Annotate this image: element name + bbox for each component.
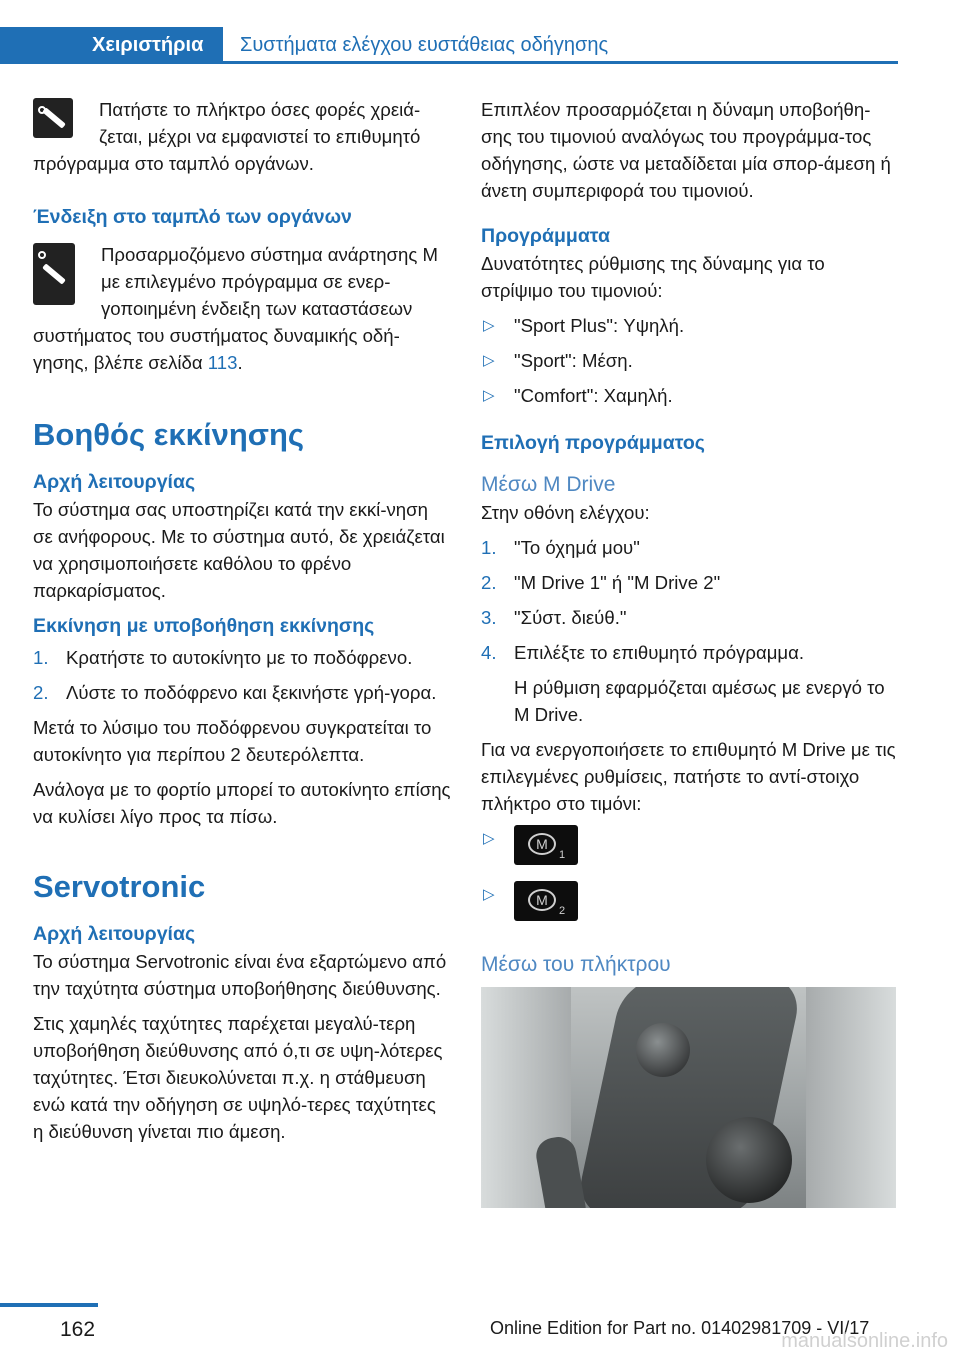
- triangle-bullet-icon: ▷: [483, 352, 495, 369]
- step-number: 2.: [33, 682, 49, 703]
- header-section-title: Συστήματα ελέγχου ευστάθειας οδήγησης: [240, 34, 609, 56]
- step-number: 2.: [481, 572, 497, 593]
- list-item: [481, 569, 899, 596]
- left-column: [33, 96, 451, 1153]
- display-text-tail: .: [237, 352, 243, 373]
- m2-button-sub: 2: [559, 905, 566, 917]
- program-sport: "Sport": Μέση.: [514, 350, 633, 371]
- programs-heading: Προγράμματα: [481, 225, 610, 247]
- mdrive-buttons-list: [481, 825, 899, 921]
- programs-list: [481, 312, 899, 409]
- list-item: [481, 881, 899, 921]
- list-item: [481, 604, 899, 631]
- button-heading: Μέσω του πλήκτρου: [481, 953, 671, 976]
- program-sport-plus: "Sport Plus": Υψηλή.: [514, 315, 685, 336]
- watermark: manualsonline.info: [781, 1330, 948, 1352]
- m1-button-icon: [514, 825, 578, 865]
- gear-selector-knob: [636, 1023, 690, 1077]
- display-block: [33, 241, 451, 376]
- mdrive-substep: Η ρύθμιση εφαρμόζεται αμέσως με ενεργό το M Drive.: [514, 677, 885, 725]
- display-text-body: Προσαρμοζόμενο σύστημα ανάρτησης M με επιλεγμένο πρόγραμμα σε ενερ-γοποιημένη ένδειξη των καταστάσεων συστήματος του συστήματος δυναμικής οδή-γησης, βλέπε σελίδα: [33, 244, 438, 373]
- page-header: [0, 0, 960, 64]
- list-item: [33, 644, 451, 671]
- triangle-bullet-icon: ▷: [483, 830, 495, 847]
- mdrive-heading: Μέσω M Drive: [481, 473, 616, 496]
- intro-text: Πατήστε το πλήκτρο όσες φορές χρειά-ζεται, μέχρι να εμφανιστεί το επιθυμητό πρόγραμμα στο ταμπλό οργάνων.: [33, 99, 421, 174]
- servotronic-title: Servotronic: [33, 869, 206, 904]
- m1-button-label: M: [528, 833, 556, 855]
- footer-edition: Online Edition for Part no. 01402981709 - VI/17: [490, 1318, 870, 1338]
- step-text: Επιλέξτε το επιθυμητό πρόγραμμα.: [514, 642, 805, 663]
- step-text: Κρατήστε το αυτοκίνητο με το ποδόφρενο.: [66, 647, 413, 668]
- intro-block: [33, 96, 451, 177]
- servo-intro-text: Επιπλέον προσαρμόζεται η δύναμη υποβοήθη-σης του τιμονιού αναλόγως του προγράμμα-τος οδήγησης, ώστε να μεταδίδεται μία σπορ-άμεση ή άνετη συμπεριφορά του τιμονιού.: [481, 99, 891, 201]
- list-item: [481, 534, 899, 561]
- list-item: [481, 639, 899, 666]
- list-item: [481, 312, 899, 339]
- center-console-photo: [481, 987, 896, 1208]
- program-select-heading: Επιλογή προγράμματος: [481, 432, 705, 454]
- step-text: "M Drive 1" ή "M Drive 2": [514, 572, 721, 593]
- page-number: 162: [60, 1318, 96, 1341]
- wrench-icon: [33, 98, 73, 138]
- list-item: [481, 347, 899, 374]
- program-comfort: "Comfort": Χαμηλή.: [514, 385, 673, 406]
- step-number: 1.: [481, 537, 497, 558]
- triangle-bullet-icon: ▷: [483, 886, 495, 903]
- header-rule: [223, 61, 898, 64]
- page-link-113[interactable]: 113: [207, 352, 238, 373]
- start-steps-list: [33, 644, 451, 706]
- triangle-bullet-icon: ▷: [483, 317, 495, 334]
- programs-text: Δυνατότητες ρύθμισης της δύναμης για το στρίψιμο του τιμονιού:: [481, 253, 825, 301]
- start-after-text-1: Μετά το λύσιμο του ποδόφρενου συγκρατείται το αυτοκίνητο για περίπου 2 δευτερόλεπτα.: [33, 717, 432, 765]
- m2-button-icon: [514, 881, 578, 921]
- display-text: [33, 241, 451, 376]
- suspension-icon: [33, 243, 75, 305]
- header-tab-active: Χειριστήρια: [0, 27, 223, 64]
- mdrive-text: Στην οθόνη ελέγχου:: [481, 502, 650, 523]
- step-text: "Το όχημά μου": [514, 537, 640, 558]
- m1-button-sub: 1: [559, 849, 566, 861]
- footer-rule: [0, 1303, 98, 1307]
- display-heading: Ένδειξη στο ταμπλό των οργάνων: [33, 206, 352, 228]
- start-assist-heading: Εκκίνηση με υποβοήθηση εκκίνησης: [33, 615, 375, 637]
- list-item: [33, 679, 451, 706]
- step-text: Λύστε το ποδόφρενο και ξεκινήστε γρή-γορα.: [66, 682, 437, 703]
- m2-button-label: M: [528, 889, 556, 911]
- mdrive-activate-text: Για να ενεργοποιήσετε το επιθυμητό M Drive με τις επιλεγμένες ρυθμίσεις, πατήστε το αντί-στοιχο πλήκτρο στο τιμόνι:: [481, 739, 896, 814]
- step-number: 3.: [481, 607, 497, 628]
- idrive-controller: [706, 1117, 792, 1203]
- start-principle-heading: Αρχή λειτουργίας: [33, 471, 196, 493]
- servo-principle-heading: Αρχή λειτουργίας: [33, 923, 196, 945]
- start-principle-text: Το σύστημα σας υποστηρίζει κατά την εκκί-νηση σε ανήφορους. Με το σύστημα αυτό, δε χρειάζεται να χρησιμοποιήσετε καθόλου το φρένο παρκαρίσματος.: [33, 499, 445, 601]
- list-item: [481, 382, 899, 409]
- step-text: "Σύστ. διεύθ.": [514, 607, 627, 628]
- triangle-bullet-icon: ▷: [483, 387, 495, 404]
- step-number: 4.: [481, 642, 497, 663]
- servo-text-1: Το σύστημα Servotronic είναι ένα εξαρτώμενο από την ταχύτητα σύστημα υποβοήθησης διεύθυνσης.: [33, 951, 447, 999]
- right-column: [481, 96, 899, 1208]
- start-after-text-2: Ανάλογα με το φορτίο μπορεί το αυτοκίνητο επίσης να κυλίσει λίγο προς τα πίσω.: [33, 779, 451, 827]
- mdrive-steps-list: [481, 534, 899, 666]
- list-item: [481, 825, 899, 865]
- step-number: 1.: [33, 647, 49, 668]
- servo-text-2: Στις χαμηλές ταχύτητες παρέχεται μεγαλύ-τερη υποβοήθηση διεύθυνσης από ό,τι σε υψη-λότερες ταχύτητες. Έτσι διευκολύνεται π.χ. η στάθμευση ενώ κατά την οδήγηση σε υψηλό-τερες ταχύτητες η διεύθυνση γίνεται πιο άμεση.: [33, 1013, 443, 1142]
- start-assist-title: Βοηθός εκκίνησης: [33, 417, 305, 452]
